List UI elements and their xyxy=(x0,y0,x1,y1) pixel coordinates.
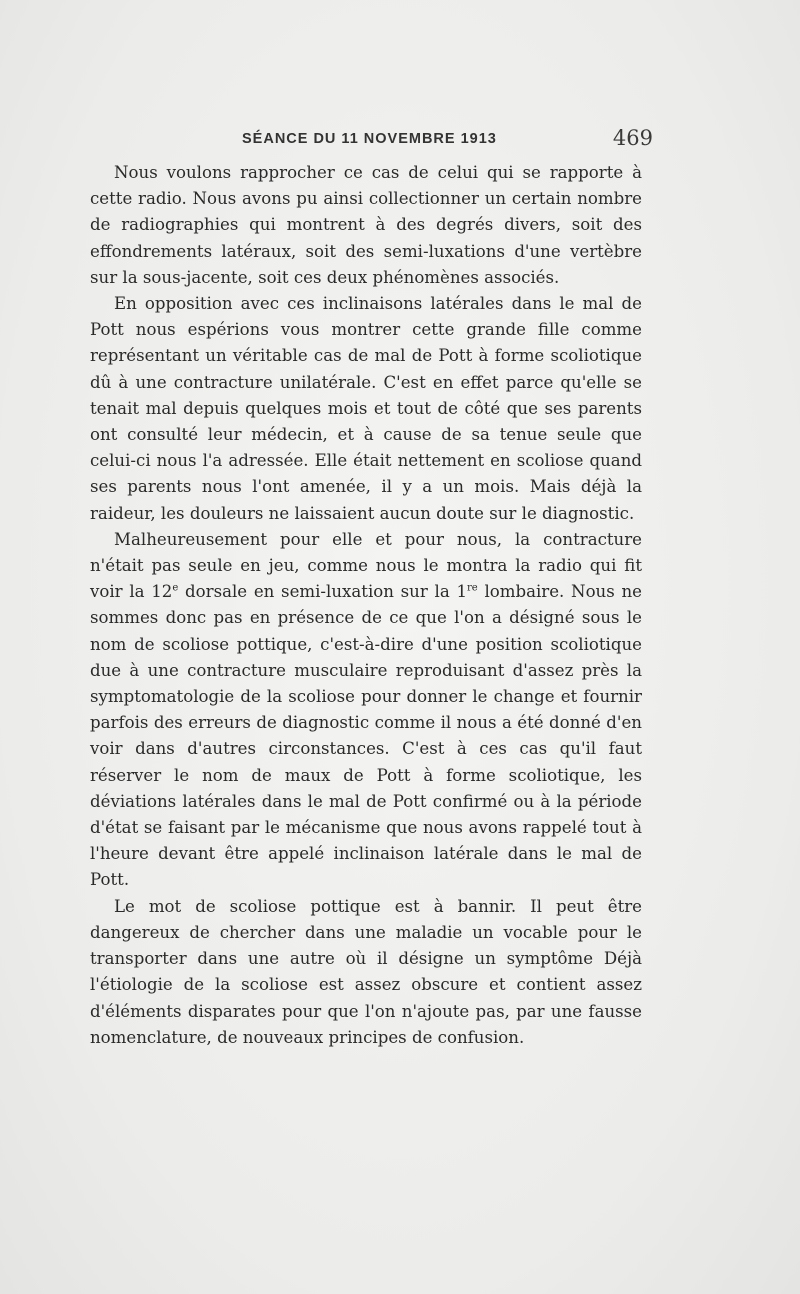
paragraph-1: Nous voulons rapprocher ce cas de celui qui se rapporte à cette radio. Nous avons pu ainsi collectionner un certain nombre de radiographies qui montrent à des degrés divers, soit des effondrements latéraux, soit des semi-luxations d'une vertèbre sur la sous-jacente, soit ces deux phénomènes associés. xyxy=(90,163,642,287)
page-number: 469 xyxy=(612,126,653,150)
page-header xyxy=(90,126,655,154)
body-text xyxy=(90,160,642,1051)
ordinal-superscript-re: re xyxy=(467,582,478,594)
paragraph-2: En opposition avec ces inclinaisons latérales dans le mal de Pott nous espérions vous montrer cette grande fille comme représentant un véritable cas de mal de Pott à forme scoliotique dû à une contracture unilatérale. C'est en effet parce qu'elle se tenait mal depuis quelques mois et tout de côté que ses parents ont consulté leur médecin, et à cause de sa tenue seule que celui-ci nous l'a adressée. Elle était nettement en scoliose quand ses parents nous l'ont amenée, il y a un mois. Mais déjà la raideur, les douleurs ne laissaient aucun doute sur le diagnostic. xyxy=(90,294,642,523)
paragraph-3 xyxy=(90,527,642,894)
paragraph-3-part-3: lombaire. Nous ne sommes donc pas en présence de ce que l'on a désigné sous le nom de scoliose pottique, c'est-à-dire d'une position scoliotique due à une contracture musculaire reproduisant d'assez près la symptomatologie de la scoliose pour donner le change et fournir parfois des erreurs de diagnostic comme il nous a été donné d'en voir dans d'autres circonstances. C'est à ces cas qu'il faut réserver le nom de maux de Pott à forme scoliotique, les déviations latérales dans le mal de Pott confirmé ou à la période d'état se faisant par le mécanisme que nous avons rappelé tout à l'heure devant être appelé inclinaison latérale dans le mal de Pott. xyxy=(90,582,642,890)
ordinal-superscript-e: e xyxy=(172,582,179,594)
running-title: SÉANCE DU 11 NOVEMBRE 1913 xyxy=(242,131,497,147)
paragraph-3-part-2: dorsale en semi-luxation sur la 1 xyxy=(178,582,468,602)
paragraph-4: Le mot de scoliose pottique est à bannir. Il peut être dangereux de chercher dans une maladie un vocable pour le transporter dans une autre où il désigne un symptôme Déjà l'étiologie de la scoliose est assez obscure et contient assez d'éléments disparates pour que l'on n'ajoute pas, par une fausse nomenclature, de nouveaux principes de confusion. xyxy=(90,896,642,1047)
paragraph-3-part-1: Malheureusement pour elle et pour nous, la contracture n'était pas seule en jeu, comme nous le montra la radio qui fit voir la 12 xyxy=(90,529,642,602)
